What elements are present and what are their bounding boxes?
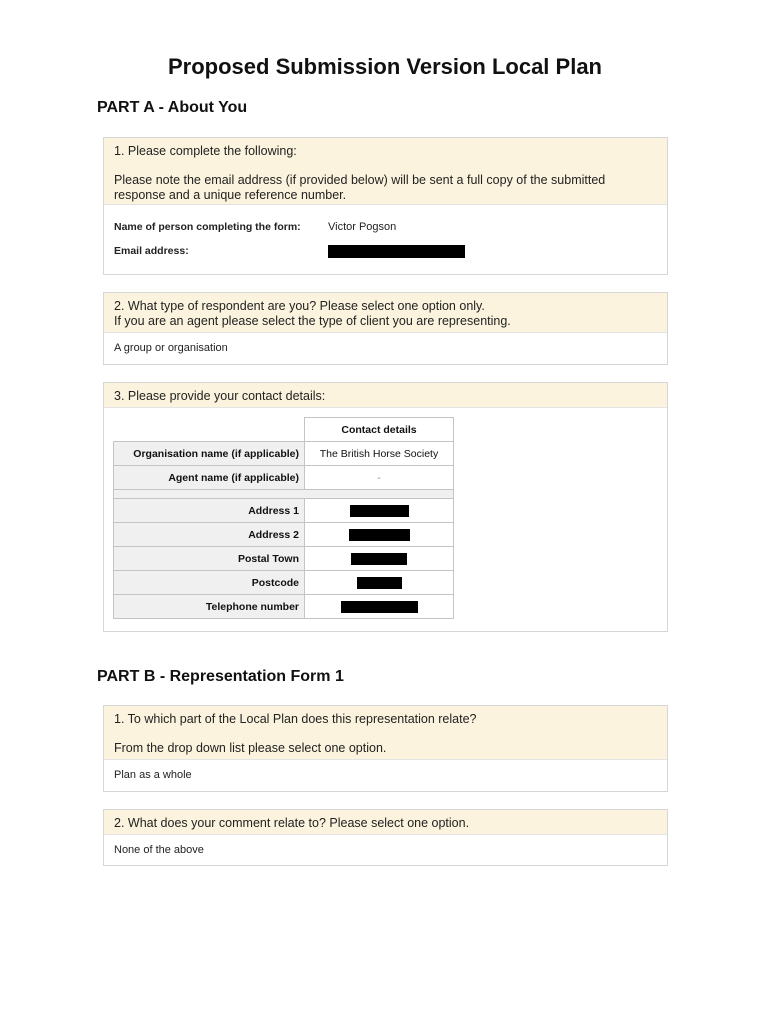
part-b-question-2 xyxy=(103,809,668,866)
page-title: Proposed Submission Version Local Plan xyxy=(168,54,602,79)
part-b-question-2-header xyxy=(104,810,667,835)
name-row xyxy=(114,215,657,239)
question-2-header xyxy=(104,293,667,333)
part-b-question-1-header xyxy=(104,706,667,760)
email-label: Email address: xyxy=(114,245,189,257)
part-a-question-3 xyxy=(103,382,668,632)
address-2-redaction xyxy=(349,529,410,541)
part-b-question-2-text: 2. What does your comment relate to? Please select one option. xyxy=(114,816,470,830)
contact-details-header: Contact details xyxy=(305,418,454,442)
table-row xyxy=(114,466,454,490)
organisation-label: Organisation name (if applicable) xyxy=(114,442,305,466)
question-2-answer: A group or organisation xyxy=(114,342,228,354)
organisation-value: The British Horse Society xyxy=(305,442,454,466)
table-row xyxy=(114,442,454,466)
email-redaction xyxy=(328,245,465,258)
table-row xyxy=(114,595,454,619)
question-3-header xyxy=(104,383,667,408)
part-b-question-1-text: 1. To which part of the Local Plan does this representation relate? xyxy=(114,712,477,726)
table-row xyxy=(114,499,454,523)
address-1-label: Address 1 xyxy=(114,499,305,523)
postcode-redaction xyxy=(357,577,402,589)
address-2-label: Address 2 xyxy=(114,523,305,547)
question-1-note: Please note the email address (if provided below) will be sent a full copy of the submitted response and a unique reference number. xyxy=(114,173,606,202)
question-1-header xyxy=(104,138,667,205)
telephone-label: Telephone number xyxy=(114,595,305,619)
question-2-text: 2. What type of respondent are you? Please select one option only. xyxy=(114,299,485,313)
table-row xyxy=(114,523,454,547)
name-value: Victor Pogson xyxy=(328,221,397,233)
part-b-question-1-answer: Plan as a whole xyxy=(114,769,192,781)
question-3-text: 3. Please provide your contact details: xyxy=(114,389,326,403)
postal-town-label: Postal Town xyxy=(114,547,305,571)
part-a-question-2 xyxy=(103,292,668,365)
agent-label: Agent name (if applicable) xyxy=(114,466,305,490)
telephone-redaction xyxy=(341,601,418,613)
part-b-question-2-answer: None of the above xyxy=(114,844,204,856)
part-b-heading: PART B - Representation Form 1 xyxy=(97,668,344,685)
postcode-label: Postcode xyxy=(114,571,305,595)
part-b-question-1 xyxy=(103,705,668,792)
part-a-heading: PART A - About You xyxy=(97,99,248,116)
table-row xyxy=(114,571,454,595)
question-2-note: If you are an agent please select the type of client you are representing. xyxy=(114,314,511,328)
agent-value: - xyxy=(305,466,454,490)
part-a-question-1 xyxy=(103,137,668,275)
part-b-question-1-note: From the drop down list please select one option. xyxy=(114,741,387,755)
email-row xyxy=(114,239,657,263)
contact-details-table xyxy=(113,417,454,619)
table-spacer-row xyxy=(114,490,454,499)
table-corner xyxy=(114,418,305,442)
address-1-redaction xyxy=(350,505,409,517)
name-label: Name of person completing the form: xyxy=(114,221,301,233)
postal-town-redaction xyxy=(351,553,407,565)
table-row xyxy=(114,547,454,571)
question-1-text: 1. Please complete the following: xyxy=(114,144,297,158)
